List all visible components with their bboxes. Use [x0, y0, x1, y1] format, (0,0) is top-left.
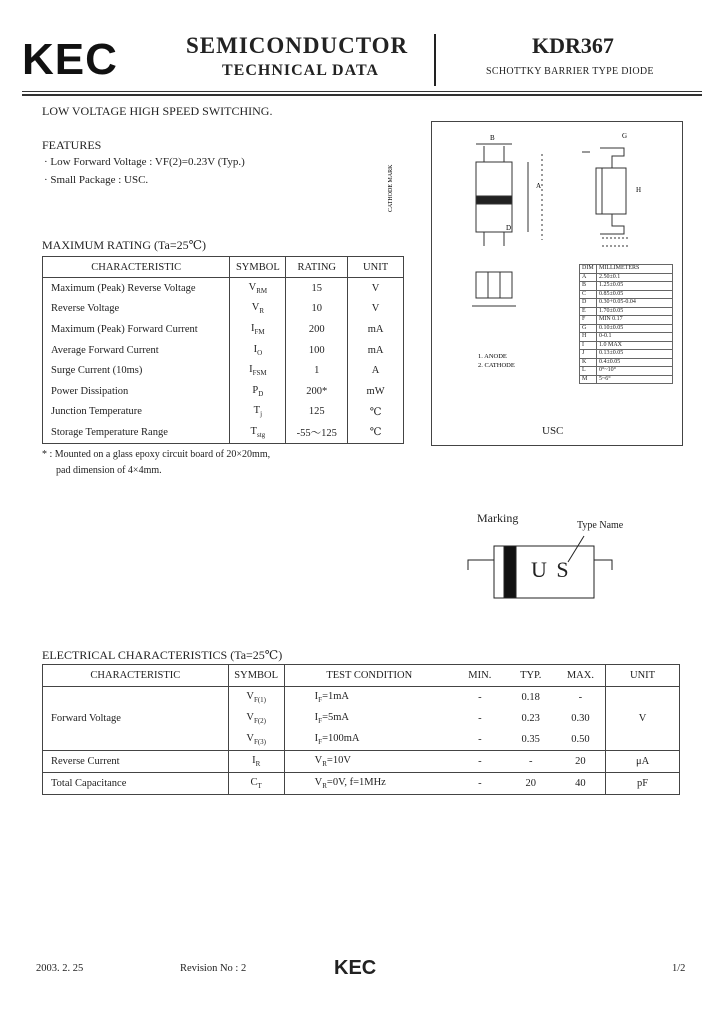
min-value: -: [478, 734, 482, 745]
characteristic: Average Forward Current: [43, 340, 230, 361]
unit: pF: [606, 773, 680, 795]
typ-value: 0.23: [521, 713, 540, 724]
electrical-title: ELECTRICAL CHARACTERISTICS (Ta=25℃): [42, 648, 283, 662]
company-subtitle: TECHNICAL DATA: [222, 62, 379, 79]
symbol: $I_{FM}$: [230, 319, 286, 340]
typ-value: -: [506, 751, 556, 773]
col-header: SYMBOL: [228, 665, 284, 687]
dim-letter: L: [580, 367, 597, 376]
dim-letter: A: [580, 273, 597, 282]
dim-row: [580, 307, 673, 316]
max-rating-title: MAXIMUM RATING (Ta=25℃): [42, 238, 207, 252]
dim-value: 5~6°: [597, 375, 673, 384]
marking-code: U S: [531, 557, 571, 582]
dim-row: [580, 350, 673, 359]
bottom-view-body: [476, 272, 512, 298]
characteristic: Maximum (Peak) Reverse Voltage: [43, 278, 230, 299]
dim-letter: M: [580, 375, 597, 384]
electrical-table: [42, 664, 680, 795]
type-name-label: Type Name: [577, 520, 624, 531]
col-header: SYMBOL: [230, 257, 286, 278]
rating-value: 15: [286, 278, 348, 299]
dim-row: [580, 333, 673, 342]
max-value: 0.30: [556, 708, 606, 729]
min-value: -: [478, 692, 482, 703]
symbol: $T_{stg}$: [230, 422, 286, 443]
part-type: SCHOTTKY BARRIER TYPE DIODE: [486, 66, 654, 77]
footnote: pad dimension of 4×4mm.: [56, 465, 162, 476]
feature-item: · Small Package : USC.: [44, 174, 149, 186]
characteristic: Surge Current (10ms): [43, 360, 230, 381]
typ-value: 0.35: [521, 734, 540, 745]
application-text: LOW VOLTAGE HIGH SPEED SWITCHING.: [42, 104, 273, 118]
dim-letter: C: [580, 290, 597, 299]
dim-letter: A: [536, 182, 542, 190]
dim-row: [580, 273, 673, 282]
table-row: [43, 751, 680, 773]
rating-value: 100: [286, 340, 348, 361]
dim-row: [580, 290, 673, 299]
dim-letter: H: [636, 186, 642, 194]
footer-date: 2003. 2. 25: [36, 963, 84, 974]
col-header: TYP.: [506, 665, 556, 687]
header-divider: [434, 34, 436, 86]
unit: μA: [606, 751, 680, 773]
features-title: FEATURES: [42, 138, 102, 152]
dim-letter: K: [580, 358, 597, 367]
dimension-table: [579, 264, 673, 384]
dim-header: MILLIMETERS: [597, 265, 673, 274]
table-row: [43, 773, 680, 795]
cathode-mark-label: CATHODE MARK: [388, 164, 394, 212]
symbol: $I_{FSM}$: [230, 360, 286, 381]
symbol: $V_R$: [230, 299, 286, 320]
test-condition: $I_F=100mA$: [314, 732, 360, 747]
dim-row: [580, 324, 673, 333]
max-value: 0.50: [556, 729, 606, 751]
rating-value: -55～125: [286, 422, 348, 443]
unit: mA: [348, 340, 404, 361]
col-header: TEST CONDITION: [284, 665, 454, 687]
side-view-body: [602, 168, 626, 214]
feature-item: · Low Forward Voltage : VF(2)=0.23V (Typ.): [44, 156, 245, 168]
min-value: -: [478, 713, 482, 724]
symbol: $C_T$: [228, 773, 284, 795]
symbol: $I_O$: [230, 340, 286, 361]
table-row: [43, 422, 404, 443]
dim-letter: B: [490, 134, 495, 142]
dim-value: 0.4±0.05: [597, 358, 673, 367]
dim-row: [580, 358, 673, 367]
rating-value: 125: [286, 402, 348, 423]
test-condition: $V_R=0V$, f=1MHz: [284, 773, 454, 795]
table-row: [43, 381, 404, 402]
dim-value: 0.30+0.05-0.04: [597, 299, 673, 308]
unit: mA: [348, 319, 404, 340]
dim-value: 0-0.1: [597, 333, 673, 342]
characteristic: Total Capacitance: [43, 773, 229, 795]
dim-value: 0°~10°: [597, 367, 673, 376]
table-row: [43, 402, 404, 423]
dim-letter: D: [580, 299, 597, 308]
page-number: 1/2: [672, 963, 686, 974]
dim-value: 1.0 MAX: [597, 341, 673, 350]
table-row: [43, 299, 404, 320]
footnote: * : Mounted on a glass epoxy circuit board of 20×20mm,: [42, 449, 271, 460]
table-row: [43, 340, 404, 361]
dim-value: 1.70±0.05: [597, 307, 673, 316]
dim-letter: E: [580, 307, 597, 316]
symbol: $I_R$: [228, 751, 284, 773]
dim-value: 2.50±0.1: [597, 273, 673, 282]
dim-letter: B: [580, 282, 597, 291]
col-header: RATING: [286, 257, 348, 278]
dim-value: 1.25±0.05: [597, 282, 673, 291]
company-title: SEMICONDUCTOR: [186, 33, 409, 58]
symbol: $P_D$: [230, 381, 286, 402]
unit: V: [606, 687, 680, 751]
max-rating-table: [42, 256, 404, 444]
min-value: -: [454, 773, 506, 795]
footer-revision: Revision No : 2: [180, 963, 247, 974]
col-header: MAX.: [556, 665, 606, 687]
unit: V: [348, 278, 404, 299]
max-value: -: [556, 687, 606, 709]
side-view-lead: [596, 148, 624, 234]
col-header: MIN.: [454, 665, 506, 687]
characteristic: Reverse Current: [43, 751, 229, 773]
unit: ℃: [348, 402, 404, 423]
kec-logo: KEC: [22, 35, 118, 84]
rating-value: 10: [286, 299, 348, 320]
header-rule-thick: [22, 94, 702, 96]
characteristic: Junction Temperature: [43, 402, 230, 423]
table-row: [43, 319, 404, 340]
rating-value: 1: [286, 360, 348, 381]
max-value: 40: [556, 773, 606, 795]
marking-cathode-band: [504, 546, 516, 598]
dim-row: [580, 316, 673, 325]
part-number: KDR367: [532, 33, 614, 58]
dim-value: 0.13±0.05: [597, 350, 673, 359]
header-rule: [22, 91, 702, 92]
footer-logo: KEC: [334, 957, 377, 979]
symbol: $V_{F(1)}$: [228, 687, 284, 709]
col-header: UNIT: [348, 257, 404, 278]
pin-label: 1. ANODE: [478, 353, 507, 360]
dim-letter: H: [580, 333, 597, 342]
dim-letter: G: [622, 132, 628, 140]
table-row: [43, 360, 404, 381]
dim-row: [580, 341, 673, 350]
characteristic: Power Dissipation: [43, 381, 230, 402]
dim-letter: D: [506, 224, 512, 232]
rating-value: 200: [286, 319, 348, 340]
symbol: $T_j$: [230, 402, 286, 423]
table-row: [43, 278, 404, 299]
dim-header: DIM: [580, 265, 597, 274]
symbol: $V_{RM}$: [230, 278, 286, 299]
min-value: -: [454, 751, 506, 773]
dim-value: MIN 0.17: [597, 316, 673, 325]
characteristic: Maximum (Peak) Forward Current: [43, 319, 230, 340]
dim-row: [580, 367, 673, 376]
test-condition: $I_F=5mA$: [314, 711, 349, 726]
col-header: UNIT: [606, 665, 680, 687]
marking-title: Marking: [477, 511, 519, 525]
characteristic: Forward Voltage: [43, 687, 229, 751]
max-value: 20: [556, 751, 606, 773]
unit: mW: [348, 381, 404, 402]
table-row: [43, 687, 680, 709]
test-condition: $V_R=10V$: [284, 751, 454, 773]
col-header: CHARACTERISTIC: [43, 665, 229, 687]
dim-letter: F: [580, 316, 597, 325]
characteristic: Reverse Voltage: [43, 299, 230, 320]
test-condition: $I_F=1mA$: [314, 690, 349, 705]
col-header: CHARACTERISTIC: [43, 257, 230, 278]
symbol: $V_{F(3)}$: [228, 729, 284, 751]
package-name: USC: [542, 425, 564, 437]
dim-letter: J: [580, 350, 597, 359]
dim-value: 0.85±0.05: [597, 290, 673, 299]
unit: ℃: [348, 422, 404, 443]
symbol: $V_{F(2)}$: [228, 708, 284, 729]
rating-value: 200*: [286, 381, 348, 402]
dim-value: 0.10±0.05: [597, 324, 673, 333]
dim-letter: G: [580, 324, 597, 333]
cathode-band: [476, 196, 512, 204]
typ-value: 0.18: [521, 692, 540, 703]
dim-row: [580, 299, 673, 308]
pin-label: 2. CATHODE: [478, 362, 515, 369]
dim-row: [580, 375, 673, 384]
unit: A: [348, 360, 404, 381]
characteristic: Storage Temperature Range: [43, 422, 230, 443]
typ-value: 20: [506, 773, 556, 795]
unit: V: [348, 299, 404, 320]
dim-letter: I: [580, 341, 597, 350]
dim-row: [580, 282, 673, 291]
